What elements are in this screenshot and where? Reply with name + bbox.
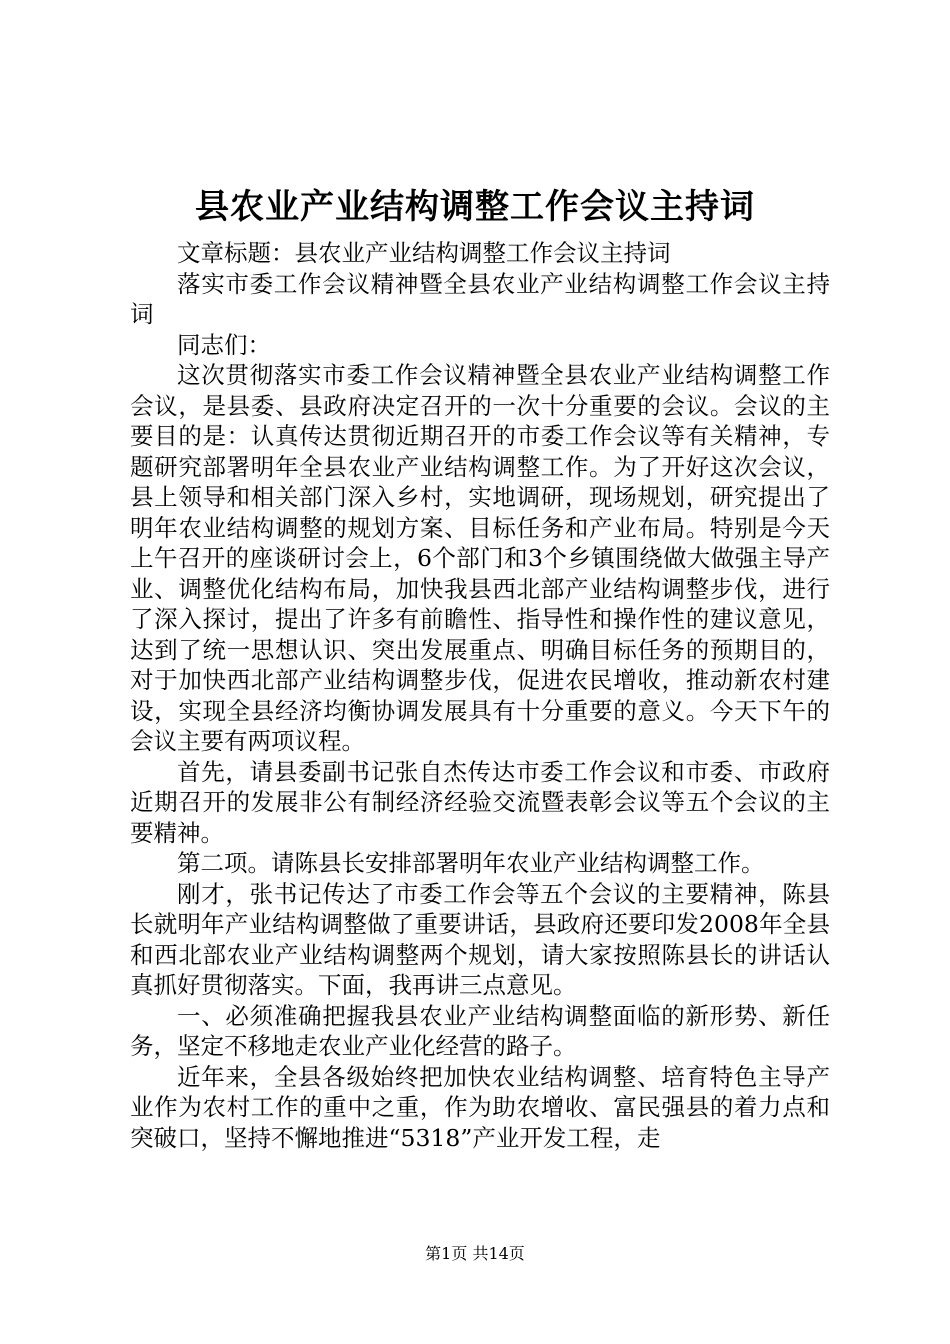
article-title-line: 文章标题：县农业产业结构调整工作会议主持词	[177, 239, 671, 267]
body-paragraph: 这次贯彻落实市委工作会议精神暨全县农业产业结构调整工作会议，是县委、县政府决定召开的一次十分重要的会议。会议的主要目的是：认真传达贯彻近期召开的市委工作会议等有关精神，专题研究部署明年全县农业产业结构调整工作。为了开好这次会议，县上领导和相关部门深入乡村，实地调研，现场规划，研究提出了明年农业结构调整的规划方案、目标任务和产业布局。特别是今天上午召开的座谈研讨会上，6个部门和3个乡镇围绕做大做强主导产业、调整优化结构布局，加快我县西北部产业结构调整步伐，进行了深入探讨，提出了许多有前瞻性、指导性和操作性的建议意见，达到了统一思想认识、突出发展重点、明确目标任务的预期目的，对于加快西北部产业结构调整步伐，促进农民增收，推动新农村建设，实现全县经济均衡协调发展具有十分重要的意义。今天下午的会议主要有两项议程。	[130, 361, 830, 755]
body-paragraph: 首先，请县委副书记张自杰传达市委工作会议和市委、市政府近期召开的发展非公有制经济经验交流暨表彰会议等五个会议的主要精神。	[130, 757, 830, 847]
body-paragraph: 第二项。请陈县长安排部署明年农业产业结构调整工作。	[177, 849, 765, 877]
page-footer: 第1页 共14页	[425, 1244, 525, 1263]
document-title: 县农业产业结构调整工作会议主持词	[195, 187, 755, 227]
document-body	[130, 238, 830, 1153]
body-paragraph: 近年来，全县各级始终把加快农业结构调整、培育特色主导产业作为农村工作的重中之重，作为助农增收、富民强县的着力点和突破口，坚持不懈地推进“5318”产业开发工程，走	[130, 1062, 830, 1152]
section-heading: 一、必须准确把握我县农业产业结构调整面临的新形势、新任务，坚定不移地走农业产业化经营的路子。	[130, 1001, 830, 1060]
salutation: 同志们：	[177, 330, 271, 359]
body-paragraph: 刚才，张书记传达了市委工作会等五个会议的主要精神，陈县长就明年产业结构调整做了重要讲话，县政府还要印发2008年全县和西北部农业产业结构调整两个规划，请大家按照陈县长的讲话认真抓好贯彻落实。下面，我再讲三点意见。	[130, 879, 830, 999]
subtitle-paragraph: 落实市委工作会议精神暨全县农业产业结构调整工作会议主持词	[130, 269, 830, 328]
